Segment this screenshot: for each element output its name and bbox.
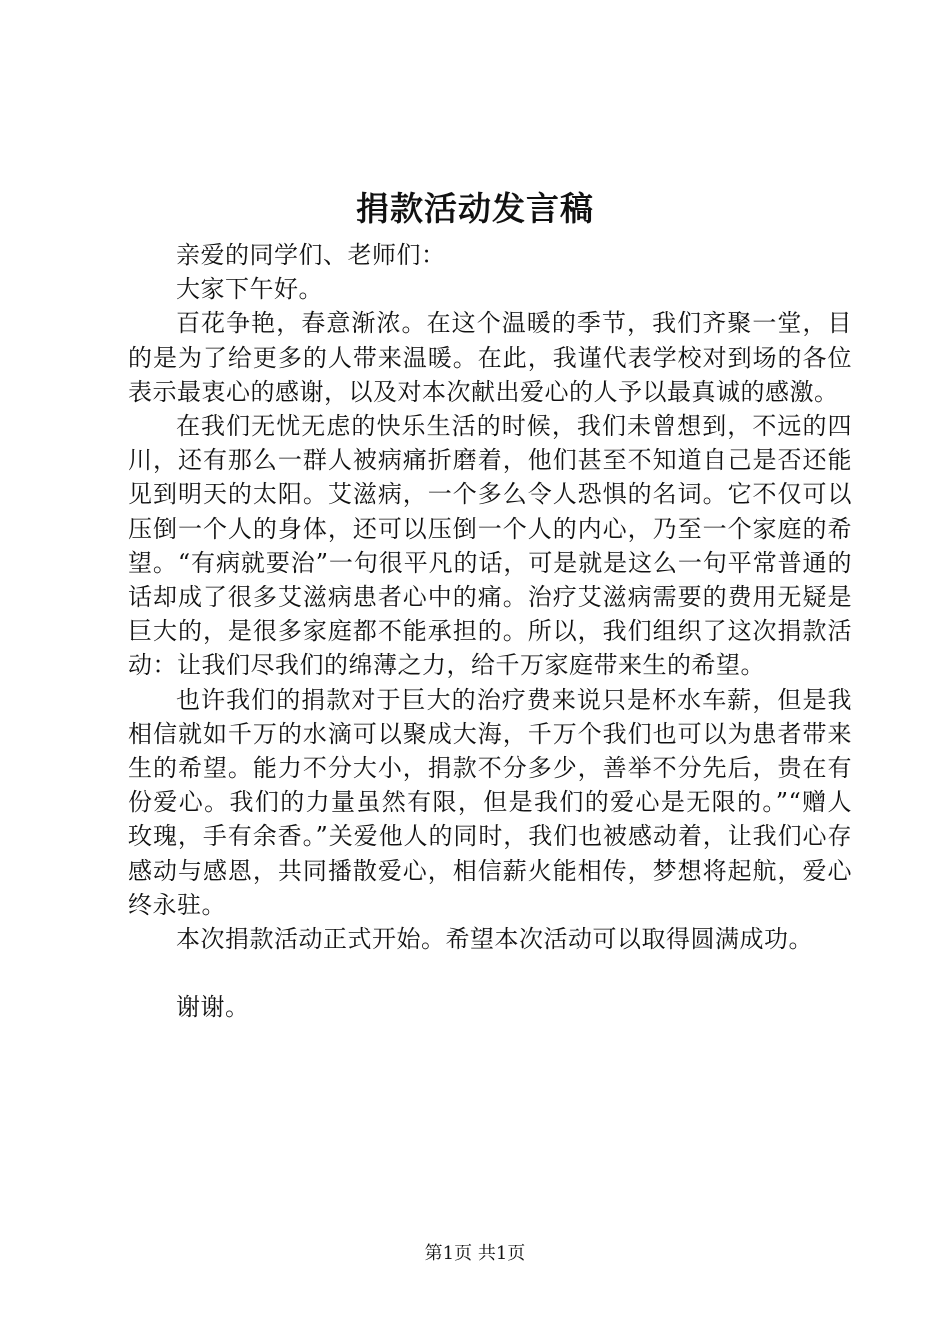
salutation-paragraph: 亲爱的同学们、老师们： — [176, 241, 446, 269]
document-title: 捐款活动发言稿 — [356, 189, 594, 228]
page-number-footer: 第1页 共1页 — [424, 1243, 526, 1264]
body-paragraph: 百花争艳，春意渐浓。在这个温暖的季节，我们齐聚一堂，目的是为了给更多的人带来温暖。在此，我谨代表学校对到场的各位表示最衷心的感谢，以及对本次献出爱心的人予以最真诚的感激。 — [128, 309, 852, 406]
body-paragraph: 也许我们的捐款对于巨大的治疗费来说只是杯水车薪，但是我相信就如千万的水滴可以聚成大海，千万个我们也可以为患者带来生的希望。能力不分大小，捐款不分多少，善举不分先后，贵在有份爱心。我们的力量虽然有限，但是我们的爱心是无限的。”“赠人玫瑰，手有余香。”关爱他人的同时，我们也被感动着，让我们心存感动与感恩，共同播散爱心，相信薪火能相传，梦想将起航，爱心终永驻。 — [128, 685, 852, 919]
closing-paragraph: 谢谢。 — [176, 993, 250, 1022]
body-paragraph: 本次捐款活动正式开始。希望本次活动可以取得圆满成功。 — [176, 925, 813, 954]
document-body — [128, 238, 852, 1024]
body-paragraph: 在我们无忧无虑的快乐生活的时候，我们未曾想到，不远的四川，还有那么一群人被病痛折磨着，他们甚至不知道自己是否还能见到明天的太阳。艾滋病，一个多么令人恐惧的名词。它不仅可以压倒一个人的身体，还可以压倒一个人的内心，乃至一个家庭的希望。“有病就要治”一句很平凡的话，可是就是这么一句平常普通的话却成了很多艾滋病患者心中的痛。治疗艾滋病需要的费用无疑是巨大的，是很多家庭都不能承担的。所以，我们组织了这次捐款活动：让我们尽我们的绵薄之力，给千万家庭带来生的希望。 — [128, 412, 852, 680]
greeting-paragraph: 大家下午好。 — [176, 275, 323, 304]
